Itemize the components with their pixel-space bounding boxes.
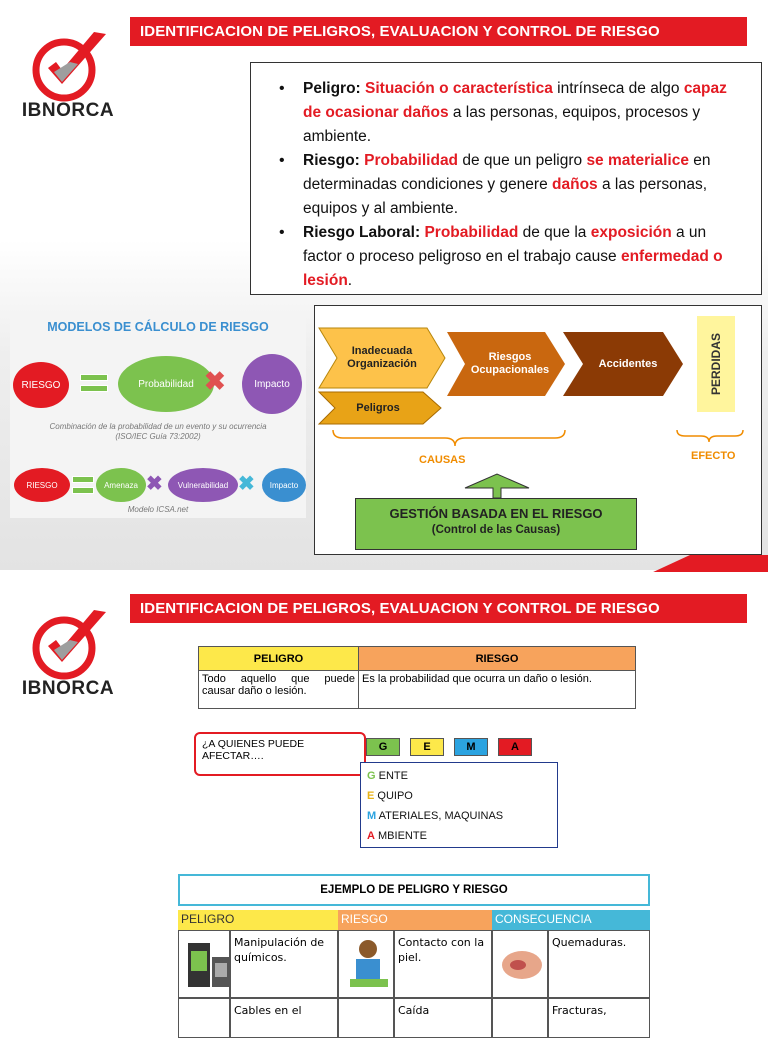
burn-image-cell — [492, 930, 548, 998]
gema-item: A MBIENTE — [367, 830, 427, 842]
amenaza-oval: Amenaza — [96, 468, 146, 502]
model-caption-1: Combinación de la probabilidad de un evento y su ocurrencia — [49, 422, 267, 431]
slide-header: IDENTIFICACION DE PELIGROS, EVALUACION Y CONTROL DE RIESGO — [130, 594, 747, 623]
multiply-icon-2: ✖ — [146, 473, 163, 495]
definitions-box — [250, 62, 762, 295]
efecto-label: EFECTO — [691, 450, 736, 462]
multiply-icon: ✖ — [204, 366, 226, 396]
definition-item — [279, 149, 747, 221]
example-header-riesgo: RIESGO — [338, 910, 492, 930]
burned-hand-image — [496, 935, 550, 993]
slide-header: IDENTIFICACION DE PELIGROS, EVALUACION Y CONTROL DE RIESGO — [130, 17, 747, 46]
definition-item — [279, 221, 747, 293]
gema-item: E QUIPO — [367, 790, 413, 802]
riesgo-header: RIESGO — [359, 647, 636, 671]
perdidas-box — [697, 316, 735, 412]
riesgo-definition: Es la probabilidad que ocurra un daño o lesión. — [359, 671, 636, 709]
models-title: MODELOS DE CÁLCULO DE RIESGO — [47, 320, 269, 334]
causas-label: CAUSAS — [419, 454, 466, 466]
definition-text: a un factor o proceso peligroso en el trabajo cause — [303, 224, 707, 265]
fracture-image-cell — [492, 998, 548, 1038]
example-header-consecuencia: CONSECUENCIA — [492, 910, 650, 930]
definition-text: intrínseca de algo — [552, 80, 684, 97]
perdidas-label: PERDIDAS — [709, 332, 724, 396]
gestion-title: GESTIÓN BASADA EN EL RIESGO — [389, 506, 603, 521]
gestion-riesgo-box — [355, 498, 637, 550]
multiply-icon-3: ✖ — [238, 473, 255, 495]
riesgos-ocupacionales-box: Riesgos Ocupacionales — [470, 351, 550, 376]
gema-item: G ENTE — [367, 770, 408, 782]
example-peligro-2: Cables en el — [230, 998, 338, 1038]
risk-models-panel — [10, 316, 306, 518]
definition-highlight: Probabilidad — [424, 224, 519, 241]
gema-m: M — [454, 738, 488, 756]
definition-highlight: capaz de ocasionar daños — [303, 80, 727, 121]
logo-text: IBNORCA — [21, 678, 115, 699]
contact-image-cell — [338, 930, 394, 998]
logo-text: IBNORCA — [21, 100, 115, 121]
definition-text: de que un peligro — [458, 152, 587, 169]
equals-icon-2 — [72, 476, 94, 494]
peligro-definition: Todo aquello que puede causar daño o lesión. — [199, 671, 359, 709]
definition-highlight: exposición — [590, 224, 672, 241]
definition-highlight: Probabilidad — [364, 152, 459, 169]
definition-item — [279, 77, 747, 149]
riesgo-oval: RIESGO — [13, 362, 69, 408]
gema-g: G — [366, 738, 400, 756]
example-title: EJEMPLO DE PELIGRO Y RIESGO — [178, 874, 650, 906]
chemicals-image-cell — [178, 930, 230, 998]
ibnorca-logo — [18, 30, 118, 125]
definition-text: a las personas, equipos, procesos y ambiente. — [303, 104, 701, 145]
vulnerabilidad-oval: Vulnerabilidad — [168, 468, 238, 502]
definition-highlight: enfermedad o lesión — [303, 248, 723, 289]
definition-text: en determinadas condiciones y genere — [303, 152, 711, 193]
definition-term: Peligro: — [303, 80, 361, 97]
peligro-riesgo-table — [198, 646, 636, 709]
definition-highlight: Situación o característica — [365, 80, 553, 97]
example-consecuencia-1: Quemaduras. — [548, 930, 650, 998]
definition-highlight: se materialice — [586, 152, 689, 169]
definition-term: Riesgo: — [303, 152, 360, 169]
definitions-list — [279, 77, 747, 293]
gema-e: E — [410, 738, 444, 756]
probabilidad-oval: Probabilidad — [118, 356, 214, 412]
definition-text: . — [347, 272, 353, 289]
equals-icon — [80, 374, 108, 392]
definition-text: de que la — [518, 224, 591, 241]
checkmark-logo-icon — [18, 30, 118, 102]
model-caption-3: Modelo ICSA.net — [127, 505, 189, 514]
example-header-peligro: PELIGRO — [178, 910, 338, 930]
inadecuada-organizacion-box: Inadecuada Organización — [347, 345, 417, 370]
definition-term: Riesgo Laboral: — [303, 224, 421, 241]
causes-diagram — [314, 305, 762, 555]
afectar-callout: ¿A QUIENES PUEDE AFECTAR…. — [194, 732, 366, 776]
gestion-subtitle: (Control de las Causas) — [431, 524, 561, 536]
example-riesgo-2: Caída — [394, 998, 492, 1038]
gema-item: M ATERIALES, MAQUINAS — [367, 810, 504, 822]
example-riesgo-1: Contacto con la piel. — [394, 930, 492, 998]
ibnorca-logo — [18, 608, 118, 703]
definition-highlight: daños — [552, 176, 598, 193]
chemicals-image — [182, 935, 236, 993]
checkmark-logo-icon — [18, 608, 118, 680]
example-consecuencia-2: Fracturas, — [548, 998, 650, 1038]
model-caption-2: (ISO/IEC Guía 73:2002) — [115, 432, 201, 441]
slide-peligro-riesgo — [0, 572, 768, 1024]
fall-image-cell — [338, 998, 394, 1038]
cables-image-cell — [178, 998, 230, 1038]
contact-image — [342, 935, 396, 993]
peligros-box: Peligros — [356, 401, 400, 414]
gema-a: A — [498, 738, 532, 756]
definition-text: a las personas, equipos y al ambiente. — [303, 176, 708, 217]
accidentes-box: Accidentes — [598, 357, 658, 370]
riesgo-oval-2: RIESGO — [14, 468, 70, 502]
gema-list — [360, 762, 558, 848]
impacto-oval: Impacto — [242, 354, 302, 414]
peligro-header: PELIGRO — [199, 647, 359, 671]
impacto-oval-2: Impacto — [262, 468, 306, 502]
example-peligro-1: Manipulación de químicos. — [230, 930, 338, 998]
